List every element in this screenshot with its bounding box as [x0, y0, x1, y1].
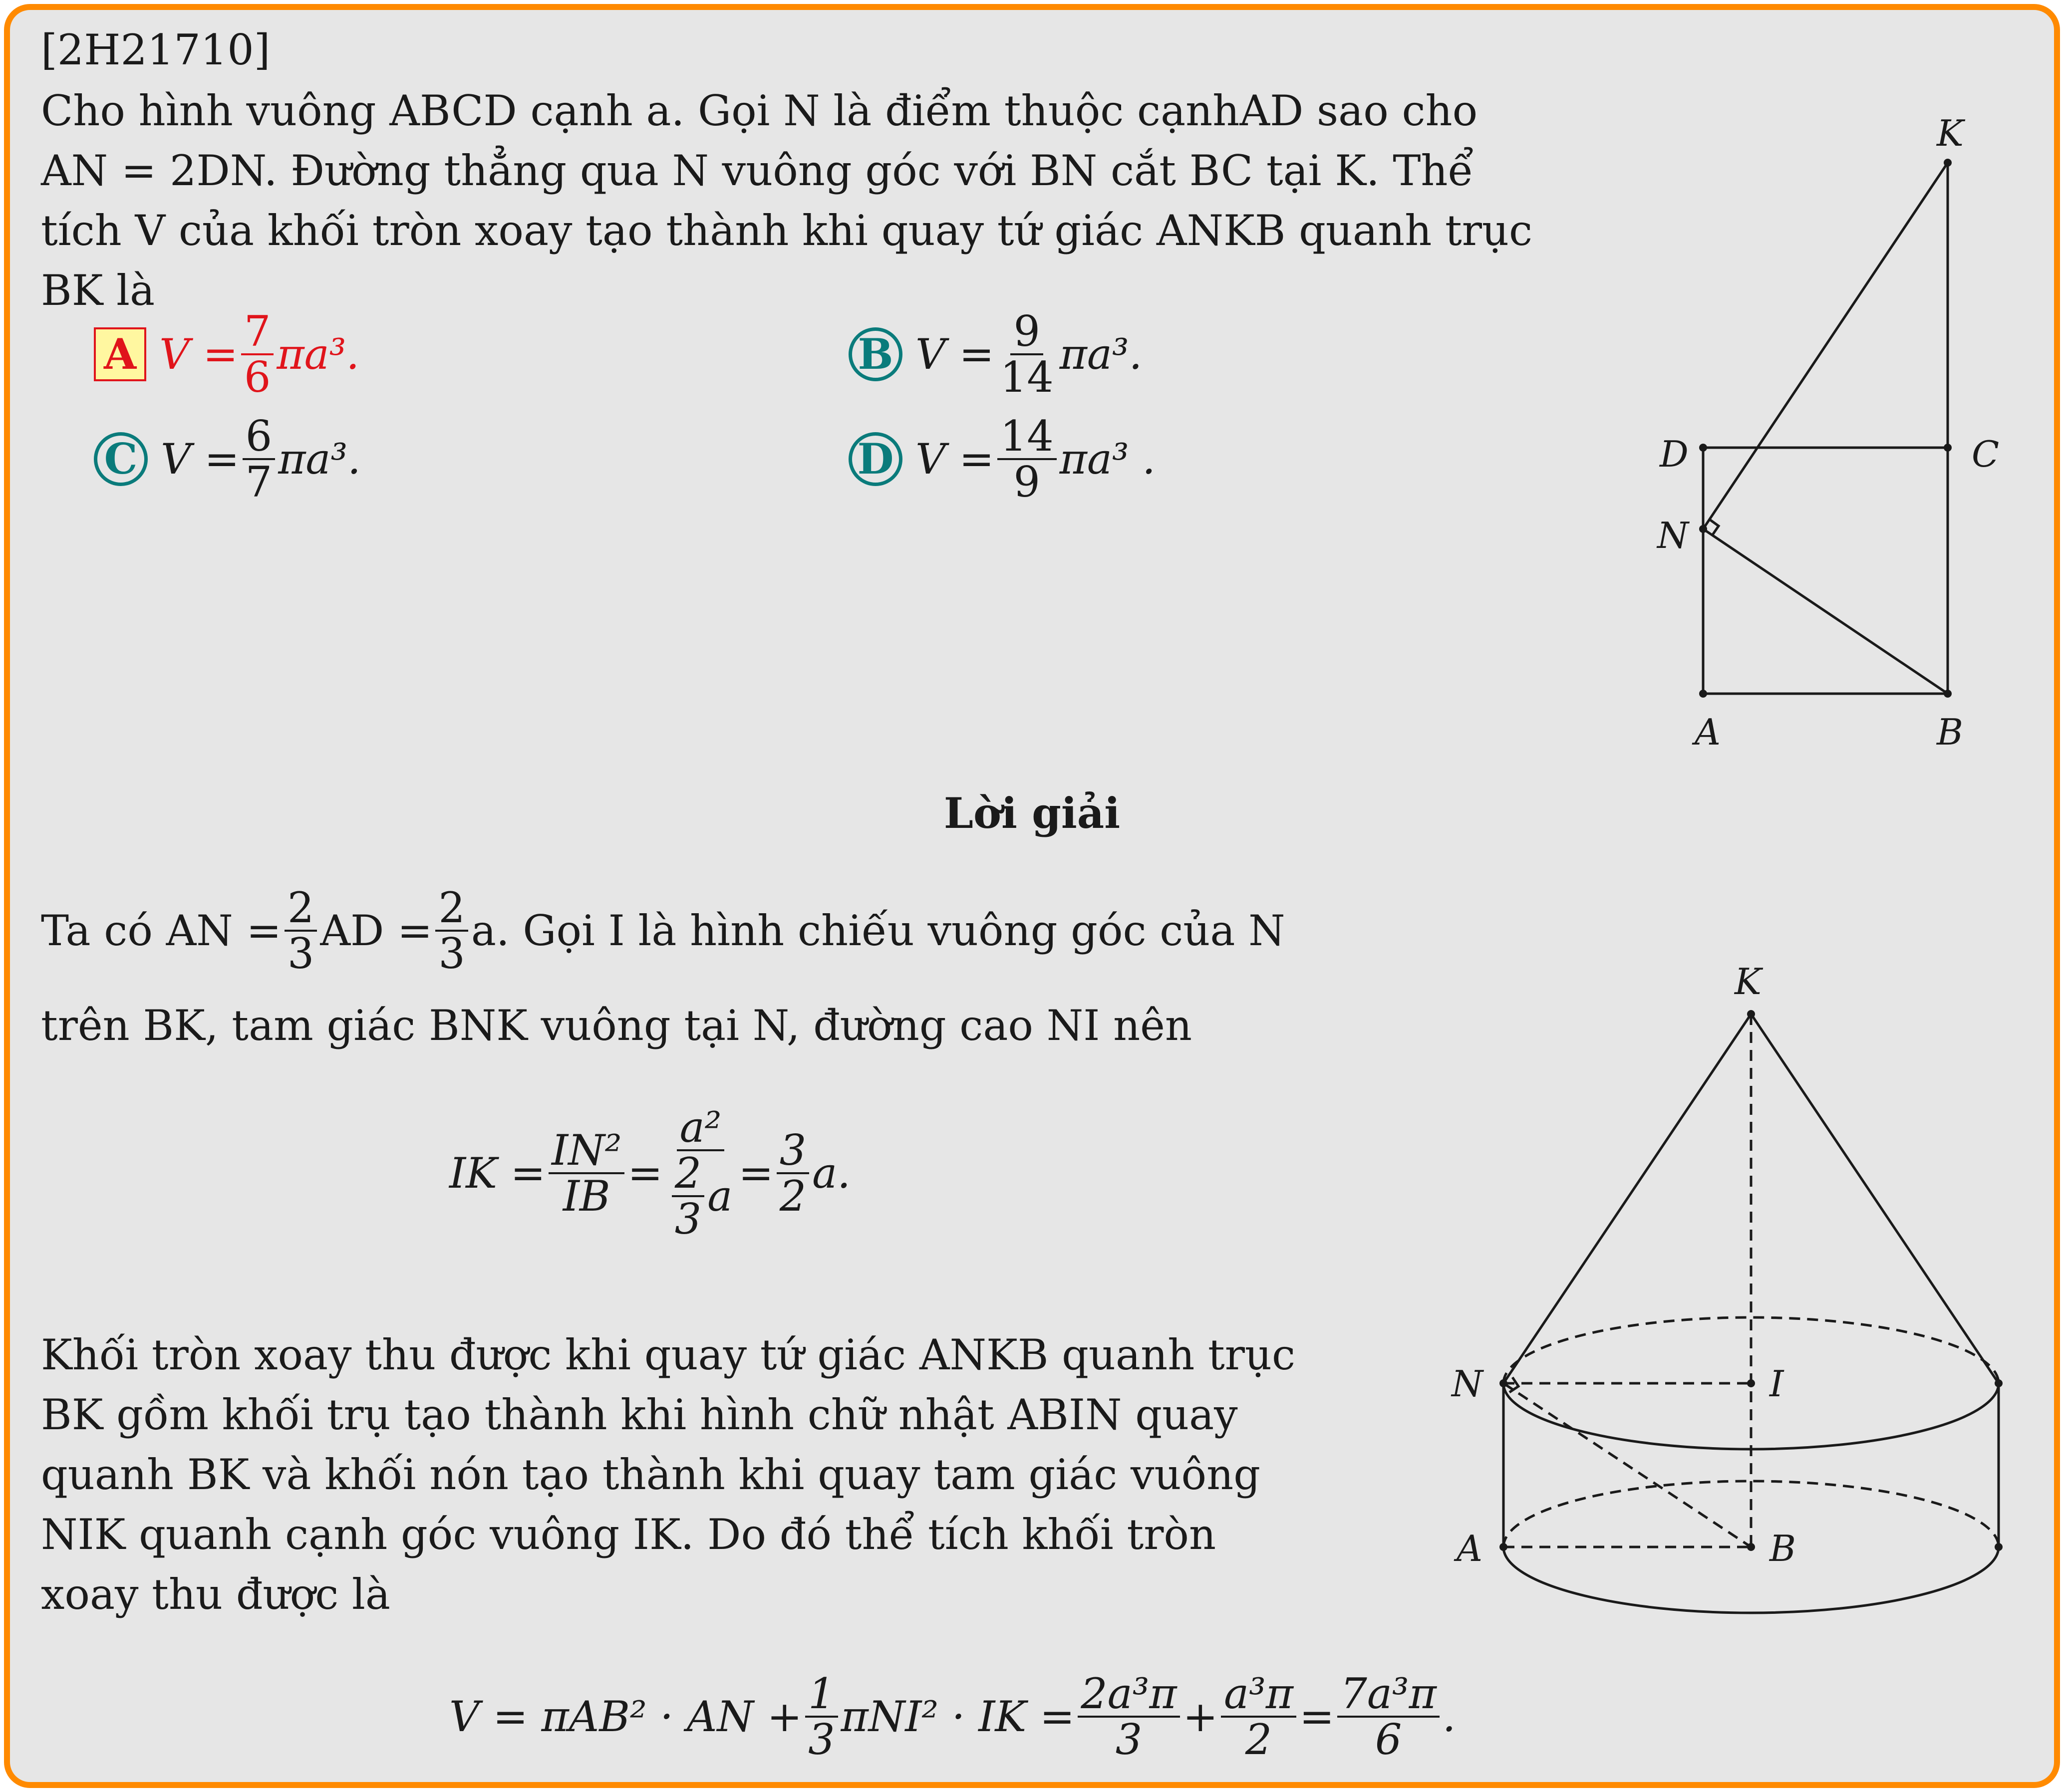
fig1-label-K: K	[1937, 112, 1964, 154]
fig2-label-A: A	[1457, 1528, 1482, 1569]
option-b-letter: B	[849, 327, 902, 381]
solution-line-1	[41, 883, 1285, 979]
eq2-frac3-num: a³π	[1221, 1672, 1296, 1718]
sol-p1-suffix: a. Gọi I là hình chiếu vuông góc của N	[471, 906, 1285, 956]
option-b-rest: πa³.	[1059, 330, 1143, 379]
option-a-fraction	[241, 307, 274, 402]
eq1-frac2-num: a²	[677, 1105, 725, 1151]
option-c-num: 6	[243, 414, 275, 460]
eq2-end: .	[1442, 1692, 1456, 1742]
eq1-frac3-num: 3	[777, 1128, 809, 1174]
eq2-lhs: V = πAB² · AN +	[449, 1692, 803, 1742]
eq2-frac4-den: 6	[1375, 1715, 1402, 1765]
sol-p1-prefix: Ta có AN =	[41, 906, 282, 956]
sol-p1-frac1-num: 2	[285, 886, 317, 932]
eq1-eq2: =	[738, 1149, 774, 1198]
option-b-den: 14	[1000, 353, 1054, 402]
eq1-frac1-num: IN²	[549, 1128, 624, 1174]
option-d-lhs: V =	[915, 435, 994, 484]
option-d-fraction	[997, 412, 1057, 507]
solution-line-2: trên BK, tam giác BNK vuông tại N, đường cao NI nên	[41, 1001, 1192, 1050]
option-d-rest: πa³ .	[1059, 435, 1156, 484]
option-b[interactable]	[849, 307, 1143, 402]
solution-p2-line-4: NIK quanh cạnh góc vuông IK. Do đó thể tích khối tròn	[41, 1510, 1216, 1559]
problem-line-4: BK là	[41, 266, 155, 315]
solution-title: Lời giải	[943, 788, 1121, 838]
problem-line-2: AN = 2DN. Đường thẳng qua N vuông góc với BN cắt BC tại K. Thể	[41, 146, 1474, 195]
problem-line-1: Cho hình vuông ABCD cạnh a. Gọi N là điểm thuộc cạnhAD sao cho	[41, 86, 1478, 135]
option-b-lhs: V =	[915, 330, 994, 379]
option-b-fraction	[997, 307, 1057, 402]
figure-square	[1632, 100, 2042, 768]
option-c-letter: C	[94, 432, 148, 486]
equation-volume	[449, 1669, 1456, 1765]
eq1-frac2-den-den: 3	[674, 1195, 702, 1244]
fig2-label-K: K	[1735, 961, 1762, 1003]
option-d-den: 9	[1013, 458, 1040, 507]
sol-p1-frac2-den: 3	[438, 929, 465, 979]
eq2-frac1-den: 3	[808, 1715, 835, 1765]
eq2-plus: +	[1182, 1692, 1218, 1742]
problem-card	[4, 4, 2060, 1788]
option-c[interactable]	[94, 412, 361, 507]
sol-p1-frac2-num: 2	[435, 886, 468, 932]
option-a-lhs: V =	[159, 330, 238, 379]
option-d-num: 14	[997, 414, 1057, 460]
eq1-frac2-den-rest: a	[707, 1172, 733, 1221]
eq2-frac2	[1078, 1669, 1179, 1765]
eq2-frac4	[1337, 1669, 1439, 1765]
eq1-lhs: IK =	[449, 1149, 546, 1198]
eq2-frac2-num: 2a³π	[1078, 1672, 1179, 1718]
eq2-frac2-den: 3	[1115, 1715, 1143, 1765]
eq2-frac4-num: 7a³π	[1337, 1672, 1439, 1718]
option-a[interactable]	[94, 307, 360, 402]
option-c-fraction	[243, 412, 275, 507]
eq2-frac1	[805, 1669, 838, 1765]
solution-p2-line-2: BK gồm khối trụ tạo thành khi hình chữ nhật ABIN quay	[41, 1390, 1238, 1439]
fig1-label-C: C	[1972, 433, 2000, 475]
sol-p1-frac1-den: 3	[287, 929, 314, 979]
option-a-rest: πa³.	[277, 330, 360, 379]
option-d-letter: D	[849, 432, 902, 486]
fig2-label-N: N	[1452, 1363, 1483, 1405]
eq2-frac3-den: 2	[1245, 1715, 1272, 1765]
problem-line-3: tích V của khối tròn xoay tạo thành khi quay tứ giác ANKB quanh trục	[41, 206, 1533, 255]
figure-solid	[1433, 948, 2042, 1627]
option-a-letter: A	[94, 327, 146, 381]
solution-p2-line-3: quanh BK và khối nón tạo thành khi quay tam giác vuông	[41, 1450, 1260, 1499]
eq1-eq: =	[627, 1149, 663, 1198]
fig1-label-B: B	[1937, 711, 1963, 753]
option-a-den: 6	[244, 353, 271, 402]
eq2-frac1-num: 1	[805, 1672, 838, 1718]
sol-p1-mid: AD =	[320, 906, 433, 956]
eq2-frac3	[1221, 1669, 1296, 1765]
solution-p2-line-5: xoay thu được là	[41, 1570, 390, 1619]
option-d[interactable]	[849, 412, 1156, 507]
eq1-frac2-den	[666, 1149, 736, 1244]
eq1-frac2-den-frac	[672, 1149, 704, 1244]
eq1-frac3-den: 2	[779, 1172, 807, 1221]
fig1-label-A: A	[1695, 711, 1721, 753]
eq1-frac2	[666, 1105, 736, 1242]
option-c-den: 7	[245, 458, 273, 507]
eq1-frac1	[549, 1126, 624, 1221]
option-c-lhs: V =	[161, 435, 240, 484]
fig1-label-D: D	[1660, 433, 1689, 475]
equation-ik	[449, 1105, 851, 1242]
fig2-label-B: B	[1769, 1528, 1796, 1569]
eq1-end: a.	[812, 1149, 851, 1198]
option-b-num: 9	[1010, 309, 1043, 355]
fig1-label-N: N	[1657, 514, 1689, 556]
option-c-rest: πa³.	[278, 435, 361, 484]
option-a-num: 7	[241, 309, 274, 355]
eq2-eq: =	[1299, 1692, 1335, 1742]
eq1-frac1-den: IB	[563, 1172, 610, 1221]
sol-p1-frac1	[285, 883, 317, 979]
solution-p2-line-1: Khối tròn xoay thu được khi quay tứ giác ANKB quanh trục	[41, 1330, 1296, 1379]
fig2-label-I: I	[1769, 1363, 1784, 1405]
eq2-mid: πNI² · IK =	[841, 1692, 1075, 1742]
problem-code: [2H21710]	[41, 25, 271, 74]
eq1-frac3	[777, 1126, 809, 1221]
sol-p1-frac2	[435, 883, 468, 979]
eq1-frac2-den-num: 2	[672, 1151, 704, 1197]
